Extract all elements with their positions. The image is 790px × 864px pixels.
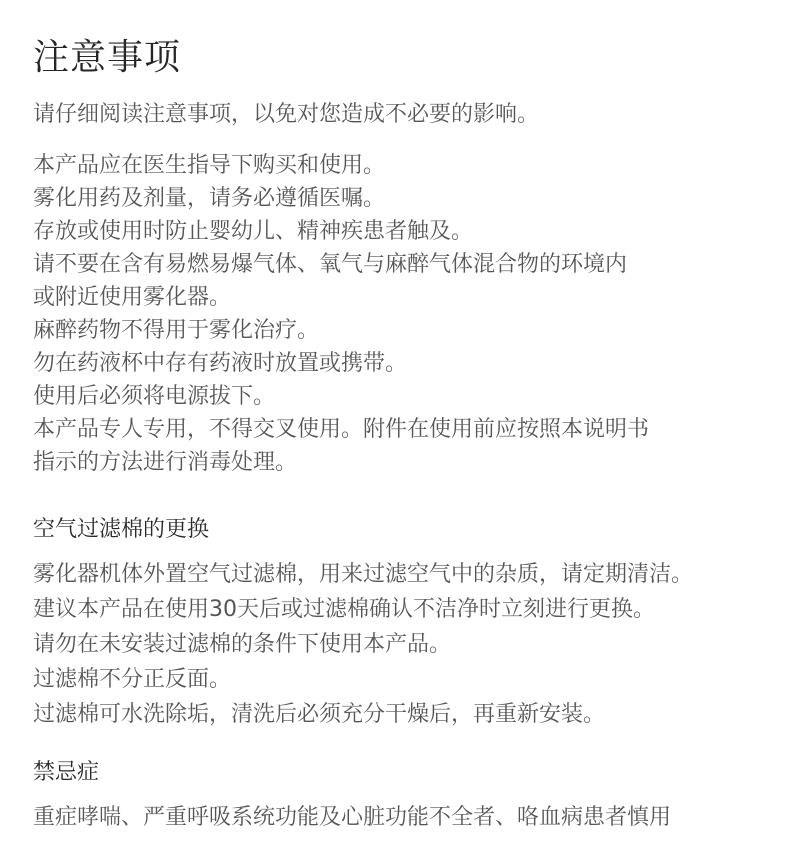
filter-line: 建议本产品在使用30天后或过滤棉确认不洁净时立刻进行更换。 — [33, 597, 655, 622]
note-line: 存放或使用时防止婴幼儿、精神疾患者触及。 — [33, 219, 474, 244]
note-line: 或附近使用雾化器。 — [33, 285, 232, 310]
note-line: 指示的方法进行消毒处理。 — [33, 450, 298, 475]
filter-section-title: 空气过滤棉的更换 — [33, 517, 210, 542]
note-line: 本产品专人专用，不得交叉使用。附件在使用前应按照本说明书 — [33, 417, 650, 442]
filter-line: 请勿在未安装过滤棉的条件下使用本产品。 — [33, 632, 452, 657]
notes-list — [33, 149, 790, 479]
contraindication-section-title: 禁忌症 — [33, 760, 100, 785]
note-line: 请不要在含有易燃易爆气体、氧气与麻醉气体混合物的环境内 — [33, 252, 628, 277]
filter-line: 过滤棉可水洗除垢，清洗后必须充分干燥后，再重新安装。 — [33, 702, 606, 727]
note-line: 勿在药液杯中存有药液时放置或携带。 — [33, 351, 408, 376]
intro-text: 请仔细阅读注意事项，以免对您造成不必要的影响。 — [33, 102, 540, 127]
note-line: 麻醉药物不得用于雾化治疗。 — [33, 318, 320, 343]
note-line: 雾化用药及剂量，请务必遵循医嘱。 — [33, 186, 386, 211]
contraindication-list — [33, 800, 790, 835]
note-line: 使用后必须将电源拔下。 — [33, 384, 276, 409]
note-line: 本产品应在医生指导下购买和使用。 — [33, 153, 386, 178]
filter-list — [33, 557, 790, 732]
filter-line: 雾化器机体外置空气过滤棉，用来过滤空气中的杂质，请定期清洁。 — [33, 562, 694, 587]
filter-line: 过滤棉不分正反面。 — [33, 667, 232, 692]
page-title: 注意事项 — [33, 37, 182, 78]
contraindication-line: 重症哮喘、严重呼吸系统功能及心脏功能不全者、咯血病患者慎用 — [33, 805, 672, 830]
